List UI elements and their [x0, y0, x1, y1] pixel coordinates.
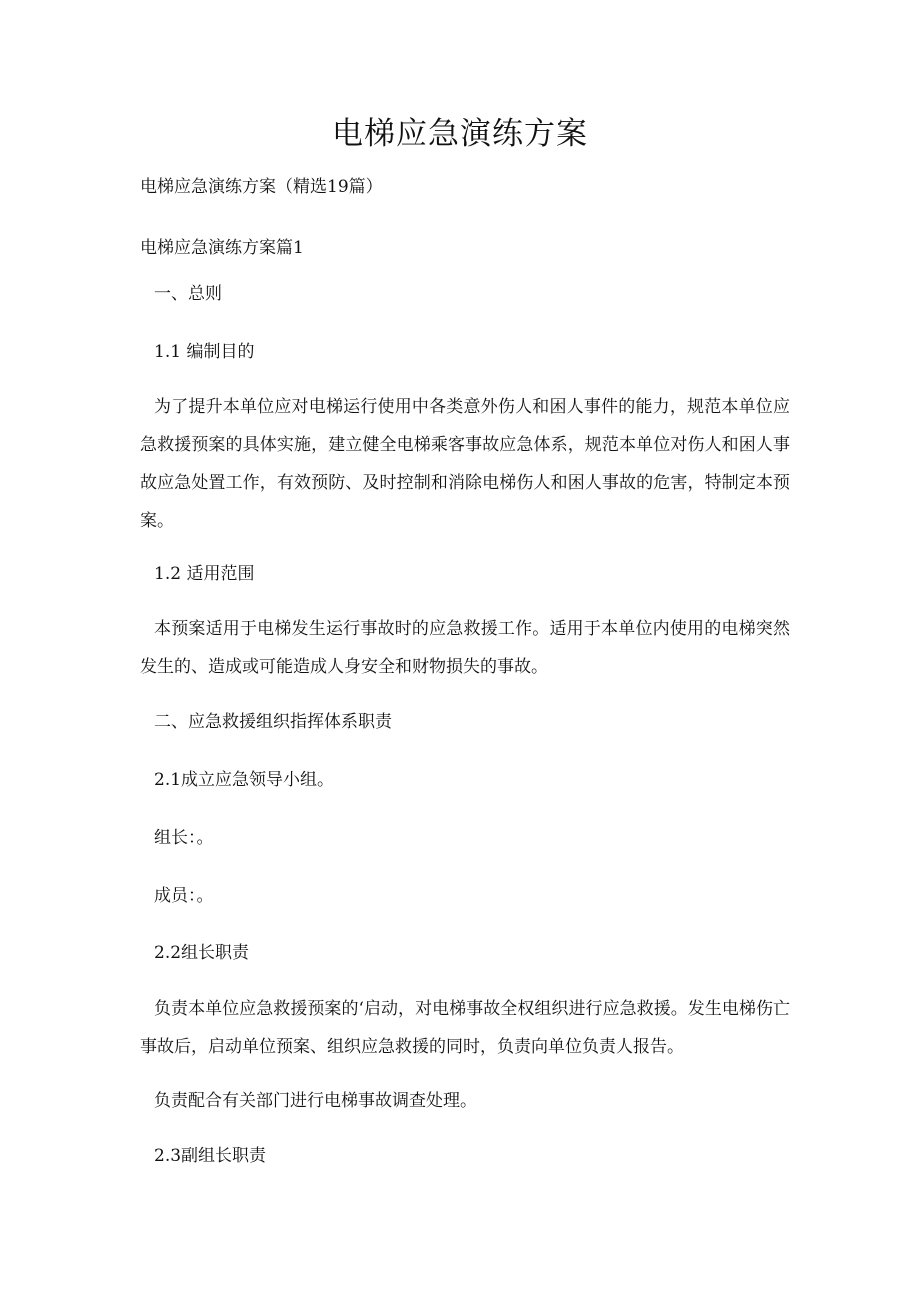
heading-general-provisions: 一、总则 — [154, 284, 222, 304]
heading-deputy-duties: 2.3副组长职责 — [154, 1146, 267, 1166]
document-subtitle: 电梯应急演练方案（精选19篇） — [140, 177, 383, 197]
document-title: 电梯应急演练方案 — [332, 116, 588, 152]
heading-purpose: 1.1 编制目的 — [154, 342, 255, 362]
paragraph-investigation: 负责配合有关部门进行电梯事故调查处理。 — [154, 1091, 477, 1111]
heading-leader-duties: 2.2组长职责 — [154, 943, 250, 963]
paragraph-leader-duties: 负责本单位应急救援预案的‘启动，对电梯事故全权组织进行应急救援。发生电梯伤亡事故后，启动单位预案、组织应急救援的同时，负责向单位负责人报告。 — [140, 999, 790, 1057]
heading-leadership-group: 2.1成立应急领导小组。 — [154, 770, 335, 790]
paragraph-purpose: 为了提升本单位应对电梯运行使用中各类意外伤人和困人事件的能力，规范本单位应急救援预案的具体实施，建立健全电梯乘客事故应急体系，规范本单位对伤人和困人事故应急处置工作，有效预防、及时控制和消除电梯伤人和困人事故的危害，特制定本预案。 — [140, 397, 790, 531]
paragraph-scope: 本预案适用于电梯发生运行事故时的应急救援工作。适用于本单位内使用的电梯突然发生的、造成或可能造成人身安全和财物损失的事故。 — [140, 619, 790, 677]
heading-scope: 1.2 适用范围 — [154, 564, 255, 584]
group-leader-line: 组长：。 — [154, 828, 214, 848]
heading-organization: 二、应急救援组织指挥体系职责 — [154, 712, 392, 732]
members-line: 成员：。 — [154, 886, 214, 906]
section-heading: 电梯应急演练方案篇1 — [140, 238, 304, 258]
